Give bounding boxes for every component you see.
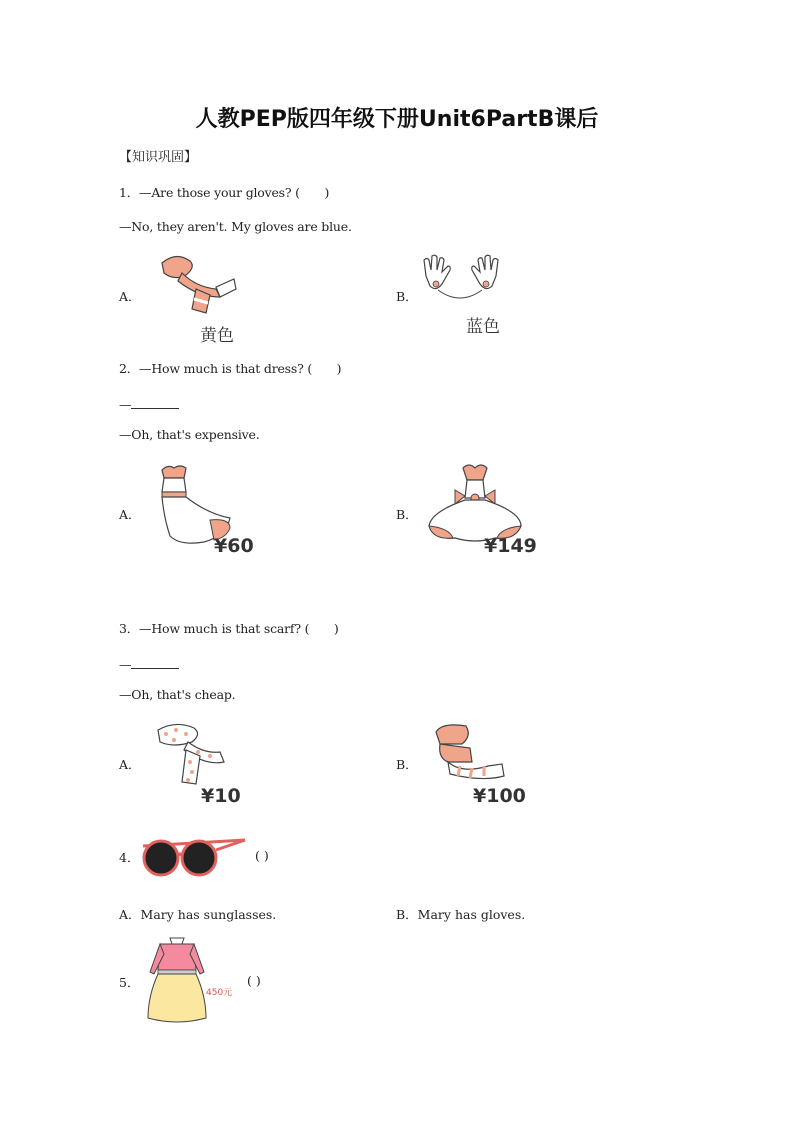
question-4-number: 4． [119,850,140,865]
knit-scarf-icon [432,722,508,782]
sunglasses-icon [141,836,249,878]
question-1-option-b-caption: 蓝色 [466,317,500,337]
question-1-option-a-label: A． [119,289,141,304]
page-title: 人教PEP版四年级下册Unit6PartB课后 [195,107,599,132]
gloves-icon [420,254,502,306]
question-2-option-a-label: A． [119,507,141,522]
question-4-paren: ( ) [255,848,269,863]
answer-blank [131,396,179,409]
question-1-prompt: 1．—Are those your gloves? ( ) [119,185,330,200]
question-2-blank-line [119,396,179,412]
question-5-price-tag: 450元 [206,988,233,998]
question-4-option-a: A．Mary has sunglasses. [119,907,277,922]
question-1-option-a-caption: 黄色 [200,326,234,346]
question-5-number: 5． [119,975,140,990]
question-2-option-b-price: ¥149 [484,535,537,557]
question-3-option-a-price: ¥10 [201,785,241,807]
question-2-prompt: 2．—How much is that dress? ( ) [119,361,342,376]
question-3-option-b-label: B． [396,757,418,772]
question-1-option-b-label: B． [396,289,418,304]
question-3-blank-line [119,656,179,672]
question-4-option-b: B．Mary has gloves. [396,907,526,922]
section-heading: 【知识巩固】 [119,150,198,165]
question-2-response: —Oh, that's expensive. [119,427,260,442]
question-1-response: —No, they aren't. My gloves are blue. [119,219,352,234]
question-5-paren: ( ) [247,973,261,988]
question-2-option-b-label: B． [396,507,418,522]
question-3-dash: — [119,657,132,672]
question-3-option-a-label: A． [119,757,141,772]
outfit-icon [146,936,208,1024]
dotted-scarf-icon [154,722,230,788]
question-2-dash: — [119,397,132,412]
scarf-icon [156,253,238,318]
question-3-response: —Oh, that's cheap. [119,687,236,702]
question-2-option-a-price: ¥60 [214,535,254,557]
question-3-option-b-price: ¥100 [473,785,526,807]
answer-blank [131,656,179,669]
question-3-prompt: 3．—How much is that scarf? ( ) [119,621,339,636]
